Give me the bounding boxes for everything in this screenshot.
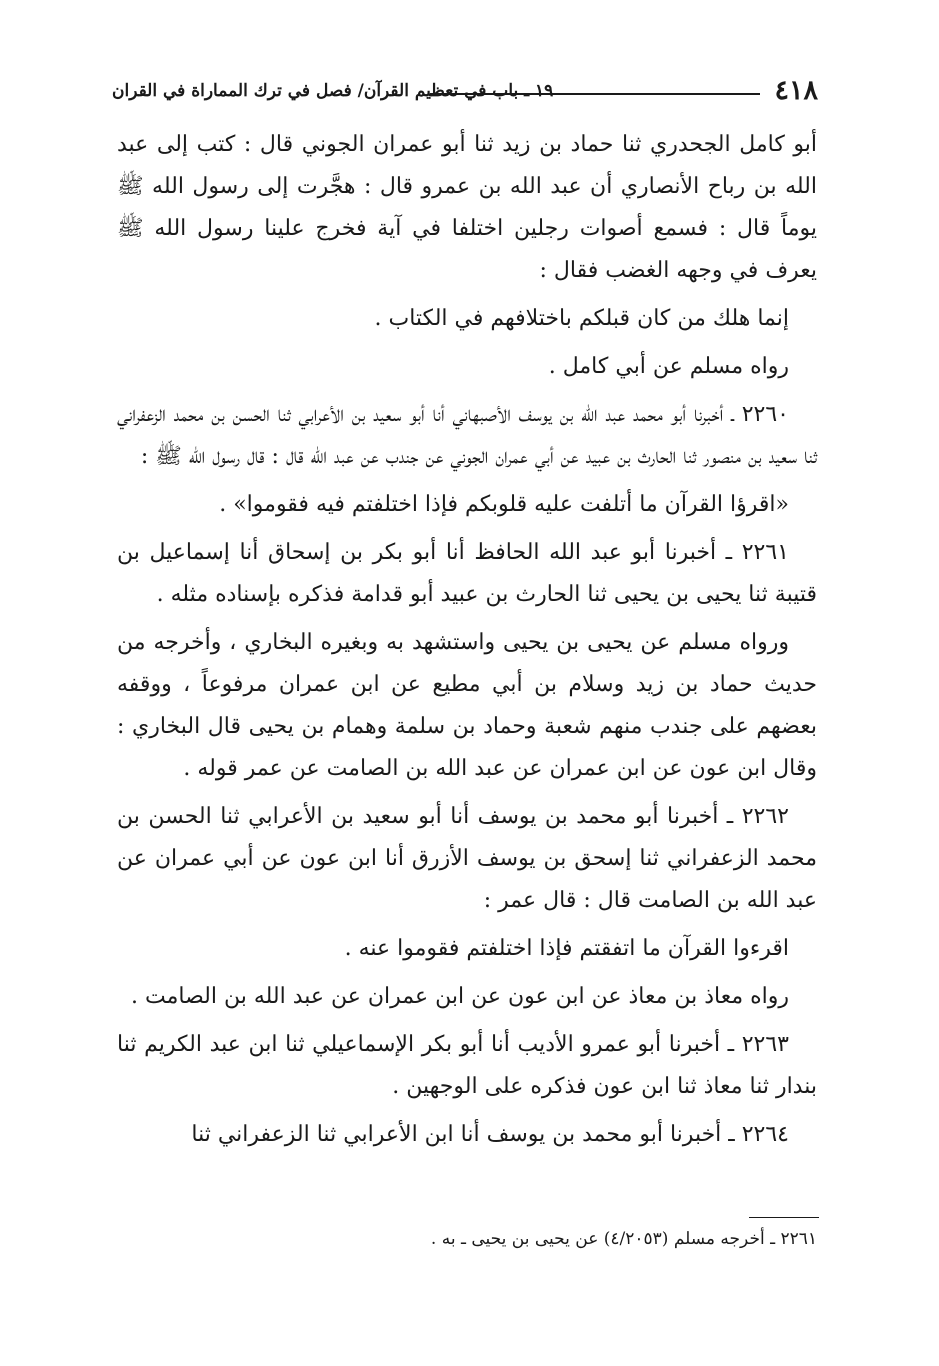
running-title: ١٩ ـ باب في تعظيم القرآن/ فصل في ترك المماراة في القران: [112, 81, 554, 101]
paragraph: أبو كامل الجحدري ثنا حماد بن زيد ثنا أبو عمران الجوني قال : كتب إلى عبد الله بن رباح الأنصاري أن عبد الله بن عمرو قال : هجَّرت إلى رسول الله ﷺ يوماً قال : فسمع أصوات رجلين اختلفا في آية فخرج علينا رسول الله ﷺ يعرف في وجهه الغضب فقال :: [117, 132, 817, 283]
hadith-entry-2261: ٢٢٦١ ـ أخبرنا أبو عبد الله الحافظ أنا أبو بكر بن إسحاق أنا إسماعيل بن قتيبة ثنا يحيى بن يحيى ثنا الحارث بن عبيد أبو قدامة فذكره بإسناده مثله .: [117, 540, 817, 607]
hadith-entry-2264: ٢٢٦٤ ـ أخبرنا أبو محمد بن يوسف أنا ابن الأعرابي ثنا الزعفراني ثنا: [191, 1122, 789, 1147]
hadith-text: اقرءوا القرآن ما اتفقتم فإذا اختلفتم فقوموا عنه .: [344, 936, 789, 961]
page-number: ٤١٨: [774, 75, 818, 106]
hadith-entry-2262: ٢٢٦٢ ـ أخبرنا أبو محمد بن يوسف أنا أبو سعيد بن الأعرابي ثنا الحسن بن محمد الزعفراني ثنا إسحق بن يوسف الأزرق أنا ابن عون عن أبي عمران عن عبد الله بن الصامت قال : قال عمر :: [117, 804, 817, 913]
narration-note: ورواه مسلم عن يحيى بن يحيى واستشهد به وبغيره البخاري ، وأخرجه من حديث حماد بن زيد وسلام بن أبي مطيع عن ابن عمران مرفوعاً ، ووقفه بعضهم على جندب منهم شعبة وحماد بن سلمة وهمام بن يحيى قال البخاري : وقال ابن عون عن ابن عمران عن عبد الله بن الصامت عن عمر قوله .: [117, 630, 817, 781]
footnote: ٢٢٦١ ـ أخرجه مسلم (٤/٢٠٥٣) عن يحيى بن يحيى ـ به .: [430, 1229, 817, 1249]
hadith-entry-2263: ٢٢٦٣ ـ أخبرنا أبو عمرو الأديب أنا أبو بكر الإسماعيلي ثنا ابن عبد الكريم ثنا بندار ثنا معاذ ثنا ابن عون فذكره على الوجهين .: [117, 1032, 817, 1099]
narration-note: رواه معاذ بن معاذ عن ابن عون عن ابن عمران عن عبد الله بن الصامت .: [131, 984, 789, 1009]
hadith-text: إنما هلك من كان قبلكم باختلافهم في الكتاب .: [374, 306, 789, 331]
narration-note: رواه مسلم عن أبي كامل .: [548, 354, 789, 379]
hadith-text: «اقرؤا القرآن ما أتلفت عليه قلوبكم فإذا اختلفتم فيه فقوموا» .: [219, 492, 789, 517]
page-header: [112, 74, 818, 108]
hadith-entry-2260: ٢٢٦٠ ـ أخبرنا أبو محمد عبد الله بن يوسف الأصبهاني أنا أبو سعيد بن الأعرابي ثنا الحسن بن محمد الزعفراني ثنا سعيد بن منصور ثنا الحارث بن عبيد عن أبي عمران الجوني عن جندب عن عبد الله قال : قال رسول الله ﷺ :: [117, 402, 817, 469]
main-text: [117, 124, 817, 1156]
footnote-rule: [749, 1217, 819, 1218]
